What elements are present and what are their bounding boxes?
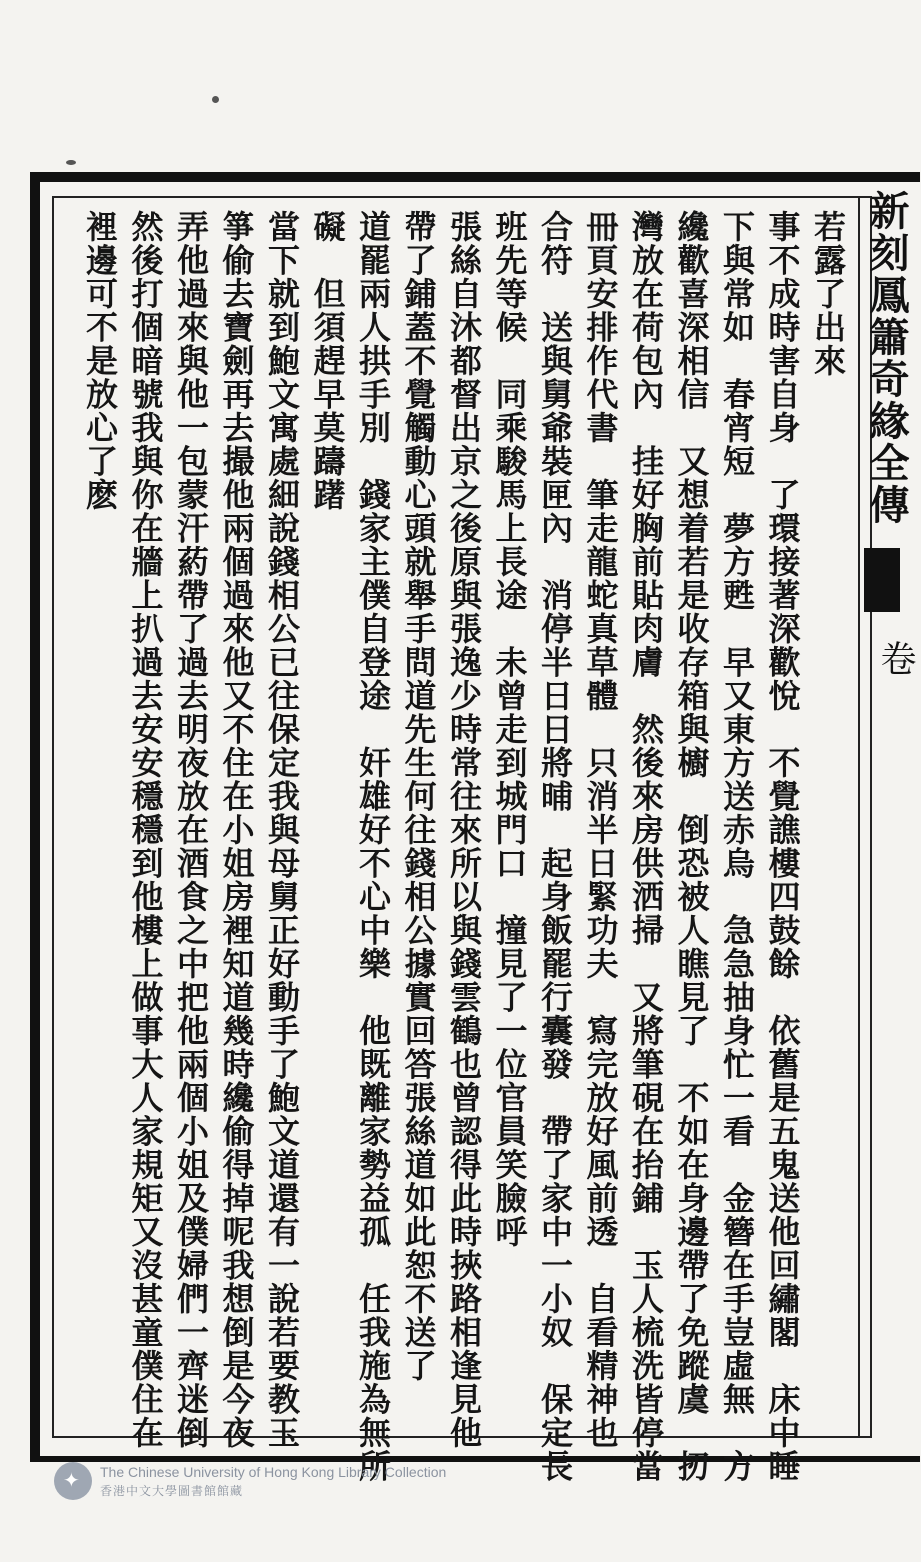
text-column: 箏偷去寶劍再去撮他兩個過來他又不住在小姐房裡知道幾時纔偷得掉呢我想倒是今夜 [217, 210, 256, 1450]
text-column: 班先等候 同乘駿馬上長途 未曾走到城門口 撞見了一位官員笑臉呼 [490, 210, 529, 1249]
text-column: 當下就到鮑文寓處細說錢相公已往保定我與母舅正好動手了鮑文道還有一說若要教玉 [263, 210, 301, 1450]
book-title: 新刻鳳簫奇緣全傳 [863, 190, 910, 526]
text-column: 帶了鋪蓋不覺觸動心頭就舉手問道先生何往錢相公據實回答張絲道如此恕不送了 [399, 210, 438, 1383]
text-column: 張絲自沐都督出京之後原與張逸少時常往來所以與錢雲鶴也曾認得此時挾路相逢見他 [445, 210, 483, 1450]
text-column: 裡邊可不是放心了麽 [81, 210, 119, 512]
text-column: 礙 但須趕早莫躊躇 [308, 210, 347, 512]
text-column: 冊頁安排作代書 筆走龍蛇真草體 只消半日緊功夫 寫完放好風前透 自看精神也 [581, 210, 620, 1450]
text-column: 事不成時害自身 了環接著深歡悅 不覺譙樓四鼓餘 依舊是五鬼送他回繡閣 床中睡 [763, 210, 802, 1483]
scan-speck [212, 96, 219, 103]
text-column: 道罷兩人拱手別 錢家主僕自登途 奸雄好不心中樂 他既離家勢益孤 任我施為無所 [354, 210, 392, 1483]
text-column: 弄他過來與他一包蒙汗葯帶了過去明夜放在酒食之中把他兩個小姐及僕婦們一齊迷倒 [172, 210, 210, 1450]
text-column: 灣放在荷包內 挂好胸前貼肉膚 然後來房供洒掃 又將筆硯在抬鋪 玉人梳洗皆停當 [627, 210, 665, 1483]
collection-credit-en: The Chinese University of Hong Kong Library Collection [100, 1464, 447, 1480]
scan-speck [66, 160, 76, 165]
text-column: 若露了出來 [809, 210, 847, 378]
center-spine-line [858, 196, 860, 1438]
text-column: 纔歡喜深相信 又想着若是收存箱與櫥 倒恐被人瞧見了 不如在身邊帶了免蹤虞 扨 [672, 210, 711, 1483]
text-column: 合符 送與舅爺裝匣內 消停半日日將晡 起身飯罷行囊發 帶了家中一小奴 保定長 [536, 210, 574, 1483]
volume-label: 卷 [875, 640, 916, 676]
collection-credit-zh: 香港中文大學圖書館館藏 [100, 1484, 244, 1498]
text-column: 下與常如 春宵短 夢方甦 早又東方送赤烏 急急抽身忙一看 金簪在手豈虛無 方 [718, 210, 756, 1483]
collection-watermark [54, 1462, 514, 1502]
fish-tail-mark [864, 548, 900, 612]
cuhk-library-logo-icon: ✦ [54, 1462, 92, 1500]
text-column: 然後打個暗號我與你在牆上扒過去安安穩穩到他樓上做事大人家規矩又沒甚童僕住在 [126, 210, 165, 1450]
